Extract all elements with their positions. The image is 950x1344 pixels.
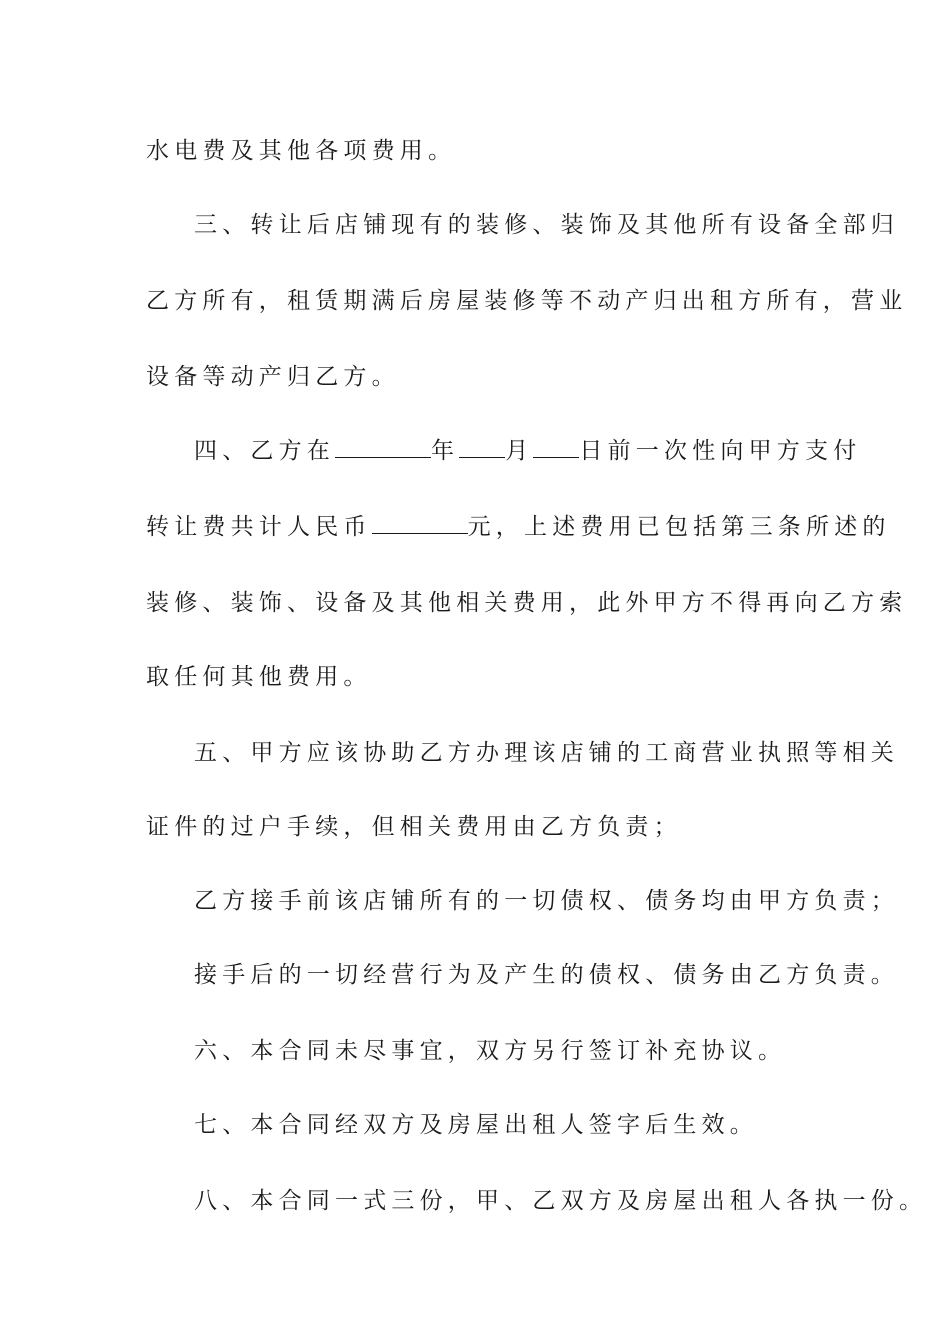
amount-blank <box>372 513 468 534</box>
clause-4-line-1 <box>194 436 862 466</box>
clause-6-line: 六、本合同未尽事宜，双方另行签订补充协议。 <box>194 1038 787 1064</box>
fee-suffix: 元，上述费用已包括第三条所述的 <box>467 514 891 540</box>
fee-prefix: 转让费共计人民币 <box>146 514 372 540</box>
clause-4-prefix: 四、乙方在 <box>194 438 335 464</box>
clause-3-line-3: 设备等动产归乙方。 <box>146 364 400 390</box>
month-label: 月 <box>505 438 534 464</box>
clause-5-line-4: 接手后的一切经营行为及产生的债权、债务由乙方负责。 <box>194 962 899 988</box>
clause-4-line-3: 装修、装饰、设备及其他相关费用，此外甲方不得再向乙方索 <box>146 590 908 616</box>
month-blank <box>459 437 505 458</box>
clause-7-line: 七、本合同经双方及房屋出租人签字后生效。 <box>194 1112 758 1138</box>
clause-5-line-2: 证件的过户手续，但相关费用由乙方负责； <box>146 814 682 840</box>
paragraph-line: 水电费及其他各项费用。 <box>146 138 457 164</box>
clause-4-line-4: 取任何其他费用。 <box>146 664 372 690</box>
day-blank <box>533 437 579 458</box>
clause-5-line-3: 乙方接手前该店铺所有的一切债权、债务均由甲方负责； <box>194 888 899 914</box>
year-label: 年 <box>431 438 460 464</box>
clause-8-line: 八、本合同一式三份，甲、乙双方及房屋出租人各执一份。 <box>194 1188 928 1214</box>
day-suffix: 日前一次性向甲方支付 <box>579 438 862 464</box>
clause-4-line-2 <box>146 512 891 542</box>
year-blank <box>335 437 431 458</box>
clause-3-line-1: 三、转让后店铺现有的装修、装饰及其他所有设备全部归 <box>194 212 899 238</box>
clause-5-line-1: 五、甲方应该协助乙方办理该店铺的工商营业执照等相关 <box>194 740 899 766</box>
clause-3-line-2: 乙方所有，租赁期满后房屋装修等不动产归出租方所有，营业 <box>146 288 908 314</box>
